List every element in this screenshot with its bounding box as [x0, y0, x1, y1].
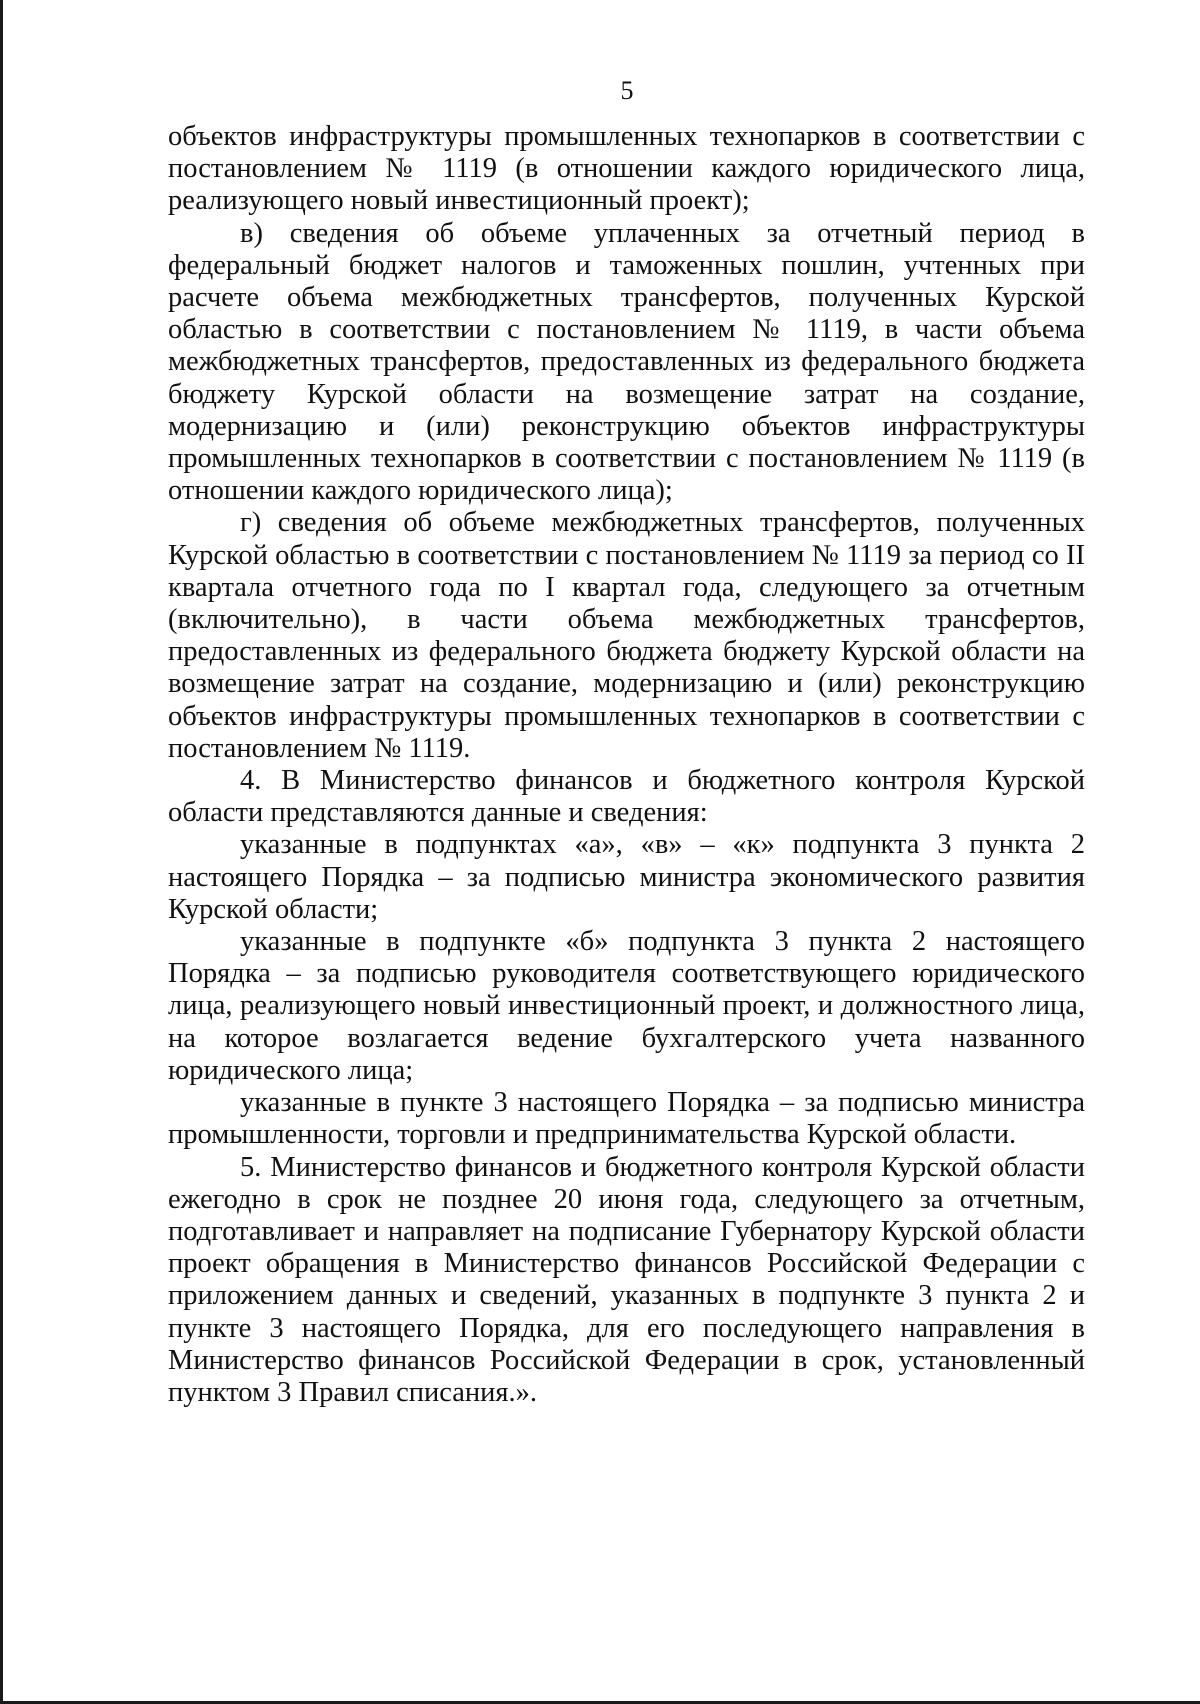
scan-edge-left — [0, 0, 3, 1704]
paragraph-item-5: 5. Министерство финансов и бюджетного контроля Курской области ежегодно в срок не позднее 20 июня года, следующего за отчетным, подготавливает и направляет на подписание Губернатору Курской области проект обращения в Министерство финансов Российской Федерации с приложением данных и сведений, указанных в подпункте 3 пункта 2 и пункте 3 настоящего Порядка, для его последующего направления в Министерство финансов Российской Федерации в срок, установленный пунктом 3 Правил списания.». — [168, 1151, 1085, 1408]
page-number: 5 — [620, 76, 634, 105]
paragraph-item-4: 4. В Министерство финансов и бюджетного контроля Курской области представляются данные и сведения: — [168, 765, 1085, 829]
paragraph-item-4-signature-3: указанные в пункте 3 настоящего Порядка – за подписью министра промышленности, торговли и предпринимательства Курской области. — [168, 1087, 1085, 1151]
document-body — [168, 121, 1085, 1409]
paragraph-item-4-signature-1: указанные в подпунктах «а», «в» – «к» подпункта 3 пункта 2 настоящего Порядка – за подписью министра экономического развития Курской области; — [168, 829, 1085, 925]
paragraph-continuation: объектов инфраструктуры промышленных технопарков в соответствии с постановлением № 1119 (в отношении каждого юридического лица, реализующего новый инвестиционный проект); — [168, 121, 1085, 217]
paragraph-item-4-signature-2: указанные в подпункте «б» подпункта 3 пункта 2 настоящего Порядка – за подписью руководителя соответствующего юридического лица, реализующего новый инвестиционный проект, и должностного лица, на которое возлагается ведение бухгалтерского учета названного юридического лица; — [168, 926, 1085, 1086]
paragraph-subitem-v: в) сведения об объеме уплаченных за отчетный период в федеральный бюджет налогов и таможенных пошлин, учтенных при расчете объема межбюджетных трансфертов, полученных Курской областью в соответствии с постановлением № 1119, в части объема межбюджетных трансфертов, предоставленных из федерального бюджета бюджету Курской области на возмещение затрат на создание, модернизацию и (или) реконструкцию объектов инфраструктуры промышленных технопарков в соответствии с постановлением № 1119 (в отношении каждого юридического лица); — [168, 217, 1085, 507]
paragraph-subitem-g: г) сведения об объеме межбюджетных трансфертов, полученных Курской областью в соответствии с постановлением № 1119 за период со II квартала отчетного года по I квартал года, следующего за отчетным (включительно), в части объема межбюджетных трансфертов, предоставленных из федерального бюджета бюджету Курской области на возмещение затрат на создание, модернизацию и (или) реконструкцию объектов инфраструктуры промышленных технопарков в соответствии с постановлением № 1119. — [168, 507, 1085, 764]
